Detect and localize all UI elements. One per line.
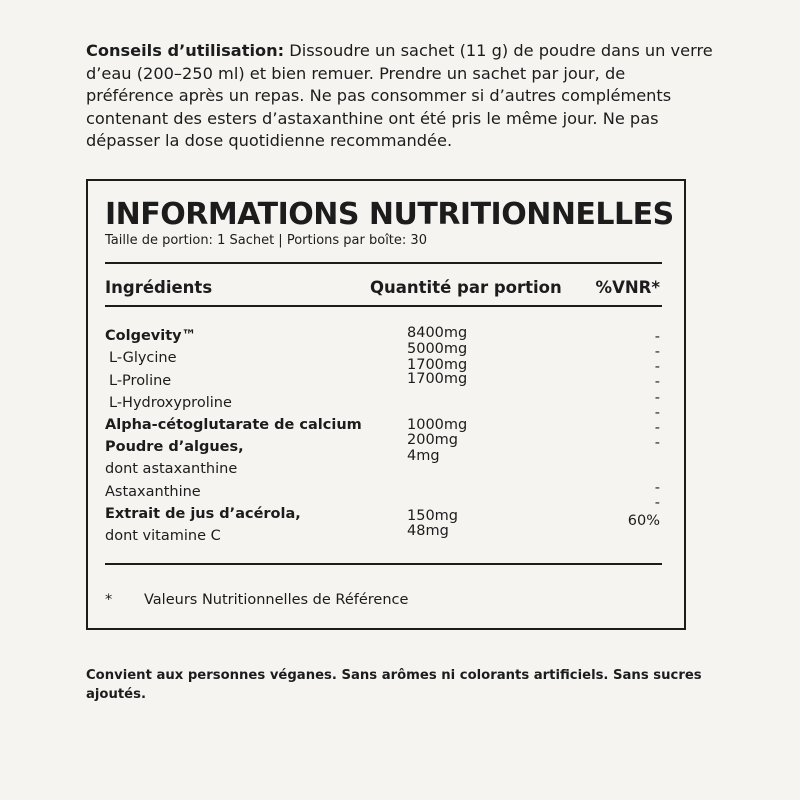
footnote-marker: * [105,592,113,608]
ingredient-name: Colgevity™ [105,328,197,344]
serving-info: Taille de portion: 1 Sachet | Portions par boîte: 30 [105,233,427,248]
quantity-value: 48mg [407,523,449,539]
ingredient-name: Extrait de jus d’acérola, [105,506,301,522]
vnr-value: 60% [627,513,660,529]
usage-instructions [86,40,716,153]
ingredient-name: L-Hydroxyproline [109,395,232,411]
footnote-text: Valeurs Nutritionnelles de Référence [144,592,409,608]
vnr-value: - [654,495,660,511]
ingredient-name: Poudre d’algues, [105,439,244,455]
vnr-value: - [654,405,660,421]
vnr-value: - [654,390,660,406]
quantity-value: 1700mg [407,357,468,373]
divider-bottom [105,563,662,565]
ingredient-name: Alpha-cétoglutarate de calcium [105,417,362,433]
vnr-value: - [654,359,660,375]
quantity-value: 200mg [407,432,459,448]
quantity-value: 1000mg [407,417,468,433]
vnr-value: - [654,374,660,390]
ingredient-name: L-Glycine [109,350,177,366]
nutrition-panel [86,179,686,630]
header-quantity: Quantité par portion [370,278,562,297]
header-vnr: %VNR* [595,278,660,297]
divider-top [105,262,662,264]
usage-heading: Conseils d’utilisation: [86,41,285,60]
vnr-value: - [654,329,660,345]
ingredient-name: Astaxanthine [105,484,201,500]
usage-text: Dissoudre un sachet (11 g) de poudre dans un verre d’eau (200–250 ml) et bien remuer. Prendre un sachet par jour, de préférence après un repas. Ne pas consommer si d’autres compléments contenant des esters d’astaxanthine ont été pris le même jour. Ne pas dépasser la dose quotidienne recommandée. [86,41,713,150]
header-ingredients: Ingrédients [105,278,213,297]
vnr-value: - [654,344,660,360]
ingredient-name: dont astaxanthine [105,461,238,477]
vnr-value: - [654,420,660,436]
quantity-value: 4mg [407,448,440,464]
vnr-value: - [654,435,660,451]
quantity-value: 8400mg [407,325,468,341]
divider-header [105,305,662,307]
footer-note: Convient aux personnes véganes. Sans arômes ni colorants artificiels. Sans sucres ajoutés. [86,668,702,702]
ingredient-name: L-Proline [109,373,172,389]
quantity-value: 1700mg [407,371,468,387]
quantity-value: 150mg [407,508,459,524]
ingredient-name: dont vitamine C [105,528,221,544]
quantity-value: 5000mg [407,341,468,357]
panel-title: INFORMATIONS NUTRITIONNELLES [105,197,674,232]
vnr-value: - [654,480,660,496]
